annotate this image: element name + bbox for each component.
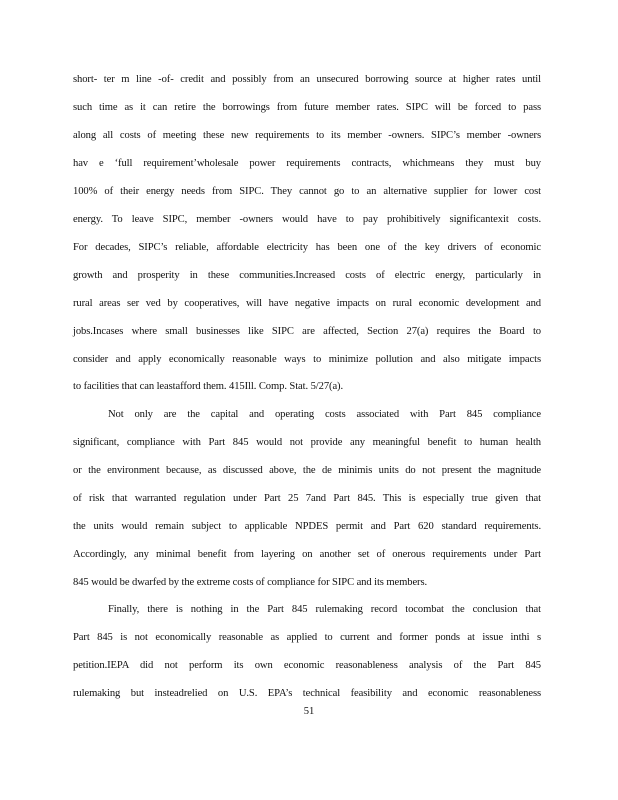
body-text-line: such time as it can retire the borrowings from future member rates. SIPC will be forced to pass [73, 102, 541, 113]
body-text-line: short- ter m line -of- credit and possibly from an unsecured borrowing source at higher rates until [73, 74, 541, 85]
body-text-line: Finally, there is nothing in the Part 845 rulemaking record tocombat the conclusion that [108, 604, 541, 615]
body-text-line: hav e ‘full requirement’wholesale power requirements contracts, whichmeans they must buy [73, 158, 541, 169]
body-text-line: to facilities that can leastafford them. 415Ill. Comp. Stat. 5/27(a). [73, 381, 344, 392]
body-text-line: growth and prosperity in these communities.Increased costs of electric energy, particularly in [73, 270, 541, 281]
body-text-line: 100% of their energy needs from SIPC. They cannot go to an alternative supplier for lower cost [73, 186, 541, 197]
body-text-line: 845 would be dwarfed by the extreme costs of compliance for SIPC and its members. [73, 577, 428, 588]
body-text-line: Not only are the capital and operating costs associated with Part 845 compliance [108, 409, 541, 420]
body-text-line: significant, compliance with Part 845 would not provide any meaningful benefit to human health [73, 437, 541, 448]
body-text-line: of risk that warranted regulation under Part 25 7and Part 845. This is especially true given that [73, 493, 541, 504]
body-text-line: the units would remain subject to applicable NPDES permit and Part 620 standard requirements. [73, 521, 541, 532]
body-text-line: For decades, SIPC’s reliable, affordable electricity has been one of the key drivers of economic [73, 242, 541, 253]
body-text-line: or the environment because, as discussed above, the de minimis units do not present the magnitude [73, 465, 541, 476]
body-text-line: rulemaking but insteadrelied on U.S. EPA’s technical feasibility and economic reasonableness [73, 688, 541, 699]
body-text-line: energy. To leave SIPC, member -owners would have to pay prohibitively significantexit costs. [73, 214, 541, 225]
body-text-line: consider and apply economically reasonable ways to minimize pollution and also mitigate impacts [73, 354, 541, 365]
body-text-line: jobs.Incases where small businesses like SIPC are affected, Section 27(a) requires the Board to [73, 326, 541, 337]
body-text-line: Part 845 is not economically reasonable as applied to current and former ponds at issue inthi s [73, 632, 541, 643]
body-text-line: along all costs of meeting these new requirements to its member -owners. SIPC’s member -owners [73, 130, 541, 141]
body-text-line: rural areas ser ved by cooperatives, will have negative impacts on rural economic development and [73, 298, 541, 309]
page-number: 51 [303, 706, 315, 717]
body-text-line: Accordingly, any minimal benefit from layering on another set of onerous requirements under Part [73, 549, 541, 560]
body-text-line: petition.IEPA did not perform its own economic reasonableness analysis of the Part 845 [73, 660, 541, 671]
